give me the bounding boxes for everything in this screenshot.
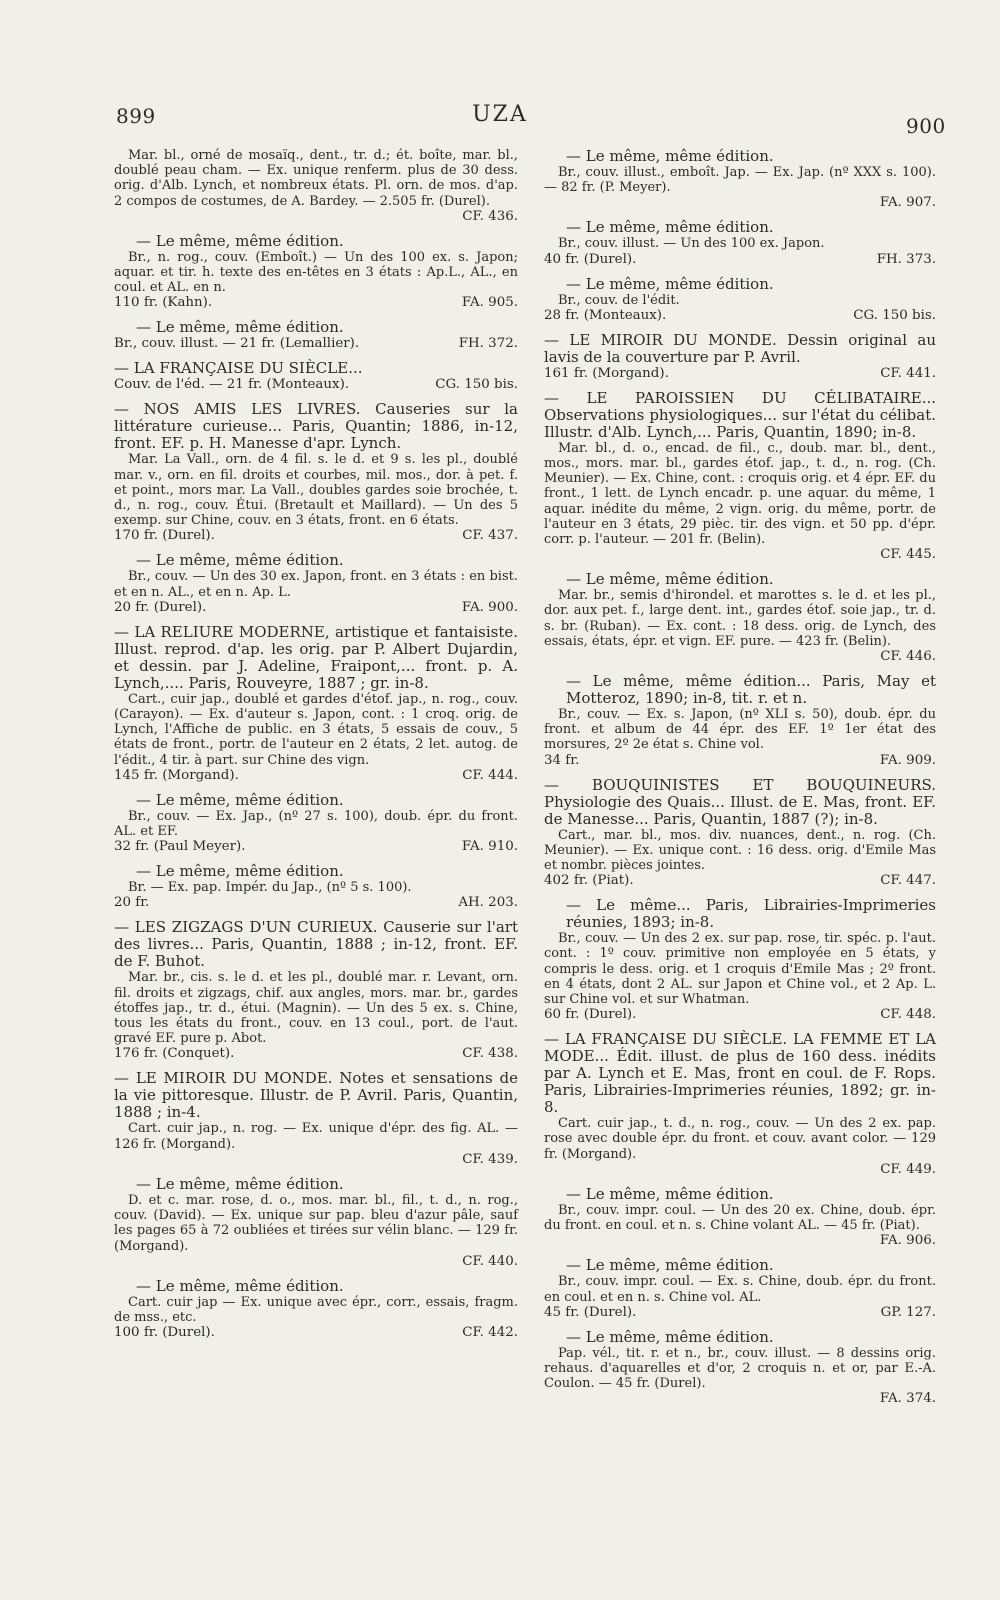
entry-price-line bbox=[544, 1391, 936, 1407]
entry-description: Cart., mar. bl., mos. div. nuances, dent., n. rog. (Ch. Meunier). — Ex. unique cont. : 16 dess. orig. d'Emile Mas et nombr. pièces jointes. bbox=[544, 827, 936, 874]
catalog-entry bbox=[114, 792, 518, 855]
entry-description: Br., couv. — Ex. Jap., (nº 27 s. 100), doub. épr. du front. AL. et EF. bbox=[114, 808, 518, 840]
entry-heading: — NOS AMIS LES LIVRES. Causeries sur la littérature curieuse... Paris, Quantin; 1886, in-12, front. EF. p. H. Manesse d'apr. Lynch. bbox=[114, 400, 518, 453]
entry-price: 32 fr. (Paul Meyer). bbox=[114, 839, 246, 855]
entry-description: Mar. br., semis d'hirondel. et marottes s. le d. et les pl., dor. aux pet. f., large dent. int., gardes étof. soie jap., tr. d. s. br. (Ruban). — Ex. cont. : 18 dess. orig. de Lynch, des essais, états, épr. et vign. EF. pure. — 423 fr. (Belin). bbox=[544, 588, 936, 649]
entry-reference: CG. 150 bis. bbox=[435, 377, 518, 393]
entry-price-line bbox=[114, 1325, 518, 1341]
catalog-entry bbox=[544, 1186, 936, 1249]
entry-reference: CF. 447. bbox=[880, 873, 936, 889]
entry-heading: — Le même, même édition. bbox=[566, 1327, 774, 1346]
entry-description: Cart., cuir jap., doublé et gardes d'étof. jap., n. rog., couv. (Carayon). — Ex. d'auteur s. Japon, cont. : 1 croq. orig. de Lynch, l'Affiche de public. en 3 états, 5 essais de couv., 5 états de front., portr. de l'auteur en 2 états, 2 let. autog. de l'édit., 4 tir. à part. sur Chine des vign. bbox=[114, 691, 518, 768]
entry-description: Pap. vél., tit. r. et n., br., couv. illust. — 8 dessins orig. rehaus. d'aquarelles et d'or, 2 croquis n. et or, par E.-A. Coulon. — 45 fr. (Durel). bbox=[544, 1345, 936, 1392]
entry-reference: FA. 374. bbox=[879, 1391, 936, 1407]
catalog-entry bbox=[544, 219, 936, 267]
entry-description: Mar. br., cis. s. le d. et les pl., doublé mar. r. Levant, orn. fil. droits et zigzags, chif. aux angles, mors. mar. br., gardes étoffes jap., tr. d., étui. (Magnin). — Un des 5 ex. s. Chine, tous les états du front., couv. en 13 coul., port. de l'aut. gravé EF. pure p. Abot. bbox=[114, 970, 518, 1047]
entry-description: Cart. cuir jap., n. rog. — Ex. unique d'épr. des fig. AL. — 126 fr. (Morgand). bbox=[114, 1121, 518, 1152]
catalog-entry bbox=[544, 571, 936, 665]
catalog-entry bbox=[114, 360, 518, 393]
entry-reference: FA. 909. bbox=[879, 752, 936, 768]
entry-price-line bbox=[544, 1233, 936, 1249]
entry-heading: — Le même... Paris, Librairies-Imprimeries réunies, 1893; in-8. bbox=[566, 896, 936, 932]
entry-heading: — Le même, même édition. bbox=[566, 218, 774, 237]
entry-reference: FA. 907. bbox=[879, 195, 936, 211]
entry-description: Br., couv. — Un des 2 ex. sur pap. rose, tir. spéc. p. l'aut. cont. : 1º couv. primitive non employée en 5 états, y compris le dess. orig. et 1 croquis d'Emile Mas ; 2º front. en 4 états, dont 2 AL. sur Japon et Chine vol., et 2 Ap. L. sur Chine vol. et sur Whatman. bbox=[544, 931, 936, 1008]
entry-price-line bbox=[114, 209, 518, 225]
entry-reference: CF. 438. bbox=[462, 1046, 518, 1062]
page-number-right: 900 bbox=[906, 114, 946, 138]
catalog-entry bbox=[544, 897, 936, 1023]
entry-heading: — Le même, même édition. bbox=[136, 790, 344, 809]
entry-reference: CF. 444. bbox=[462, 767, 518, 783]
entry-price-line bbox=[544, 547, 936, 563]
entry-reference: CF. 449. bbox=[880, 1161, 936, 1177]
entry-heading: — Le même, même édition. bbox=[136, 551, 344, 570]
entry-price-line bbox=[544, 252, 936, 268]
entry-price: 28 fr. (Monteaux). bbox=[544, 307, 667, 323]
entry-heading: — Le même, même édition... Paris, May et Motteroz, 1890; in-8, tit. r. et n. bbox=[566, 672, 936, 708]
entry-heading: — LA FRANÇAISE DU SIÈCLE. LA FEMME ET LA MODE... Édit. illust. de plus de 160 dess. inédits par A. Lynch et E. Mas, front en coul. de F. Rops. Paris, Librairies-Imprimeries réunies, 1892; gr. in-8. bbox=[544, 1030, 936, 1117]
page-header bbox=[0, 100, 1000, 140]
entry-price-line bbox=[544, 1007, 936, 1023]
entry-description: Br., n. rog., couv. (Emboît.) — Un des 100 ex. s. Japon; aquar. et tir. h. texte des en-têtes en 3 états : Ap.L., AL., en coul. et AL. en n. bbox=[114, 249, 518, 296]
catalog-entry bbox=[114, 1278, 518, 1341]
entry-price: 100 fr. (Durel). bbox=[114, 1325, 215, 1341]
entry-description: Cart. cuir jap., t. d., n. rog., couv. — Un des 2 ex. pap. rose avec double épr. du front. et couv. avant color. — 129 fr. (Morgand). bbox=[544, 1116, 936, 1162]
catalog-entry bbox=[114, 319, 518, 352]
entry-price-line bbox=[544, 1305, 936, 1321]
running-title: UZA bbox=[472, 102, 528, 127]
entry-price-line bbox=[114, 1046, 518, 1062]
entry-description: Br., couv. — Un des 30 ex. Japon, front. en 3 états : en bist. et en n. AL., et en n. Ap. L. bbox=[114, 569, 518, 600]
entry-reference: CF. 445. bbox=[880, 547, 936, 563]
entry-description: Mar. bl., orné de mosaïq., dent., tr. d.; ét. boîte, mar. bl., doublé peau cham. — Ex. unique renferm. plus de 30 dess. orig. d'Alb. Lynch, et nombreux états. Pl. orn. de mos. d'ap. 2 compos de costumes, de A. Bardey. — 2.505 fr. (Durel). bbox=[114, 148, 518, 209]
entry-heading: — Le même, même édition. bbox=[136, 1276, 344, 1295]
catalog-entry bbox=[544, 1031, 936, 1178]
catalog-entry bbox=[544, 777, 936, 890]
entry-description: Br., couv. — Ex. s. Japon, (nº XLI s. 50), doub. épr. du front. et album de 44 épr. des EF. 1º 1er état des morsures, 2º 2e état s. Chine vol. bbox=[544, 707, 936, 753]
entry-heading: — Le même, même édition. bbox=[566, 274, 774, 293]
entry-price: 161 fr. (Morgand). bbox=[544, 365, 669, 381]
entry-description: Mar. La Vall., orn. de 4 fil. s. le d. et 9 s. les pl., doublé mar. v., orn. en fil. droits et courbes, mil. mos., dor. à pet. f. et point., mors mar. La Vall., doubles gardes soie brochée, t. d., n. rog., couv. Étui. (Bretault et Maillard). — Un des 5 exemp. sur Chine, couv. en 3 états, front. en 6 états. bbox=[114, 452, 518, 529]
entry-heading: — Le même, même édition. bbox=[136, 318, 344, 337]
entry-price-line bbox=[114, 1152, 518, 1168]
entry-price: 170 fr. (Durel). bbox=[114, 528, 215, 544]
entry-heading: — BOUQUINISTES ET BOUQUINEURS. Physiologie des Quais... Illust. de E. Mas, front. EF. de Manesse... Paris, Quantin, 1887 (?); in-8. bbox=[544, 775, 936, 828]
catalog-entry bbox=[114, 233, 518, 312]
entry-reference: CF. 436. bbox=[462, 208, 518, 224]
entry-price-line bbox=[114, 839, 518, 855]
entry-heading: — Le même, même édition. bbox=[136, 862, 344, 881]
entry-price-line bbox=[544, 308, 936, 324]
catalog-entry bbox=[114, 919, 518, 1062]
left-column bbox=[114, 148, 518, 1349]
catalog-entry bbox=[544, 1257, 936, 1320]
entry-reference: AH. 203. bbox=[458, 895, 518, 911]
entry-price-line bbox=[544, 753, 936, 769]
entry-reference: FA. 906. bbox=[879, 1233, 936, 1249]
entry-price-line bbox=[544, 195, 936, 211]
catalog-entry bbox=[544, 276, 936, 324]
entry-heading: — LE PAROISSIEN DU CÉLIBATAIRE... Observations physiologiques... sur l'état du célibat. Illustr. d'Alb. Lynch,... Paris, Quantin, 1890; in-8. bbox=[544, 388, 936, 441]
entry-heading: — LA FRANÇAISE DU SIÈCLE... bbox=[114, 359, 363, 378]
entry-reference: FA. 900. bbox=[461, 599, 518, 615]
entry-description: Br., couv. illust., emboît. Jap. — Ex. Jap. (nº XXX s. 100). — 82 fr. (P. Meyer). bbox=[544, 165, 936, 196]
entry-price-line bbox=[114, 336, 518, 352]
entry-heading: — LE MIROIR DU MONDE. Dessin original au lavis de la couverture par P. Avril. bbox=[544, 330, 936, 366]
catalog-entry bbox=[114, 552, 518, 615]
catalog-entry bbox=[544, 390, 936, 563]
entry-price: 60 fr. (Durel). bbox=[544, 1007, 637, 1023]
entry-reference: CF. 437. bbox=[462, 528, 518, 544]
right-column bbox=[544, 148, 936, 1415]
entry-reference: GP. 127. bbox=[880, 1304, 936, 1320]
catalog-entry bbox=[114, 401, 518, 544]
entry-price: Couv. de l'éd. — 21 fr. (Monteaux). bbox=[114, 377, 350, 393]
entry-description: Br., couv. illust. — Un des 100 ex. Japon. bbox=[558, 236, 825, 252]
entry-price-line bbox=[114, 768, 518, 784]
entry-description: Br. — Ex. pap. Impér. du Jap., (nº 5 s. 100). bbox=[128, 880, 412, 896]
entry-price-line bbox=[114, 295, 518, 311]
entry-description: Br., couv. de l'édit. bbox=[558, 292, 680, 308]
entry-heading: — LES ZIGZAGS D'UN CURIEUX. Causerie sur l'art des livres... Paris, Quantin, 1888 ; in-12, front. EF. de F. Buhot. bbox=[114, 918, 518, 971]
entry-reference: CF. 439. bbox=[462, 1151, 518, 1167]
catalog-entry bbox=[544, 1329, 936, 1408]
entry-reference: CF. 440. bbox=[462, 1253, 518, 1269]
entry-heading: — LE MIROIR DU MONDE. Notes et sensations de la vie pittoresque. Illustr. de P. Avril. Paris, Quantin, 1888 ; in-4. bbox=[114, 1069, 518, 1122]
entry-reference: FA. 905. bbox=[461, 295, 518, 311]
entry-description: D. et c. mar. rose, d. o., mos. mar. bl., fil., t. d., n. rog., couv. (David). — Ex. unique sur pap. bleu d'azur pâle, sauf les pages 65 à 72 oubliées et tirées sur vélin blanc. — 129 fr. (Morgand). bbox=[114, 1192, 518, 1254]
entry-reference: FH. 373. bbox=[876, 251, 936, 267]
entry-heading: — Le même, même édition. bbox=[136, 231, 344, 250]
catalog-entry bbox=[114, 148, 518, 225]
entry-price: 34 fr. bbox=[544, 752, 580, 768]
entry-price: Br., couv. illust. — 21 fr. (Lemallier). bbox=[114, 336, 360, 352]
catalog-entry bbox=[114, 1176, 518, 1270]
entry-price-line bbox=[544, 649, 936, 665]
entry-price-line bbox=[544, 873, 936, 889]
entry-price: 110 fr. (Kahn). bbox=[114, 295, 213, 311]
entry-heading: — Le même, même édition. bbox=[566, 147, 774, 165]
entry-price: 45 fr. (Durel). bbox=[544, 1304, 637, 1320]
catalog-entry bbox=[544, 148, 936, 211]
entry-reference: CF. 442. bbox=[462, 1325, 518, 1341]
entry-price: 20 fr. (Durel). bbox=[114, 599, 207, 615]
entry-price: 402 fr. (Piat). bbox=[544, 873, 634, 889]
entry-price: 176 fr. (Conquet). bbox=[114, 1046, 235, 1062]
entry-description: Mar. bl., d. o., encad. de fil., c., doub. mar. bl., dent., mos., mors. mar. bl., gardes étof. jap., t. d., n. rog. (Ch. Meunier). — Ex. Chine, cont. : croquis orig. et 4 épr. EF. du front., 1 lett. de Lynch encadr. p. une aquar. du même, 1 aquar. inédite du même, 2 vign. orig. du même, portr. de l'auteur en 3 états, 29 pièc. tir. des vign. et 50 pp. d'épr. corr. p. l'auteur. — 201 fr. (Belin). bbox=[544, 440, 936, 548]
entry-price-line bbox=[544, 366, 936, 382]
entry-price-line bbox=[544, 1162, 936, 1178]
page-number-left: 899 bbox=[116, 104, 156, 128]
entry-price-line bbox=[114, 377, 518, 393]
entry-heading: — Le même, même édition. bbox=[566, 1256, 774, 1275]
entry-heading: — Le même, même édition. bbox=[566, 570, 774, 589]
entry-price: 40 fr. (Durel). bbox=[544, 251, 637, 267]
entry-price-line bbox=[114, 895, 518, 911]
entry-reference: CF. 448. bbox=[880, 1007, 936, 1023]
catalog-entry bbox=[114, 624, 518, 784]
catalog-entry bbox=[114, 863, 518, 911]
catalog-entry bbox=[544, 332, 936, 382]
entry-reference: FH. 372. bbox=[458, 336, 518, 352]
catalog-entry bbox=[114, 1070, 518, 1167]
entry-heading: — Le même, même édition. bbox=[136, 1174, 344, 1193]
entry-price-line bbox=[114, 600, 518, 616]
entry-description: Cart. cuir jap — Ex. unique avec épr., corr., essais, fragm. de mss., etc. bbox=[114, 1294, 518, 1325]
entry-description: Br., couv. impr. coul. — Ex. s. Chine, doub. épr. du front. en coul. et en n. s. Chine vol. AL. bbox=[544, 1274, 936, 1305]
entry-price-line bbox=[114, 528, 518, 544]
entry-reference: CG. 150 bis. bbox=[853, 307, 936, 323]
entry-reference: CF. 446. bbox=[880, 649, 936, 665]
entry-heading: — Le même, même édition. bbox=[566, 1184, 774, 1203]
entry-heading: — LA RELIURE MODERNE, artistique et fantaisiste. Illust. reprod. d'ap. les orig. par P. Albert Dujardin, et dessin. par J. Adeline, Fraipont,... front. p. A. Lynch,.... Paris, Rouveyre, 1887 ; gr. in-8. bbox=[114, 622, 518, 692]
entry-reference: FA. 910. bbox=[461, 839, 518, 855]
entry-reference: CF. 441. bbox=[880, 365, 936, 381]
catalog-entry bbox=[544, 673, 936, 769]
entry-description: Br., couv. impr. coul. — Un des 20 ex. Chine, doub. épr. du front. en coul. et n. s. Chine volant AL. — 45 fr. (Piat). bbox=[544, 1202, 936, 1234]
entry-price: 20 fr. bbox=[114, 895, 150, 911]
entry-price-line bbox=[114, 1254, 518, 1270]
entry-price: 145 fr. (Morgand). bbox=[114, 767, 239, 783]
